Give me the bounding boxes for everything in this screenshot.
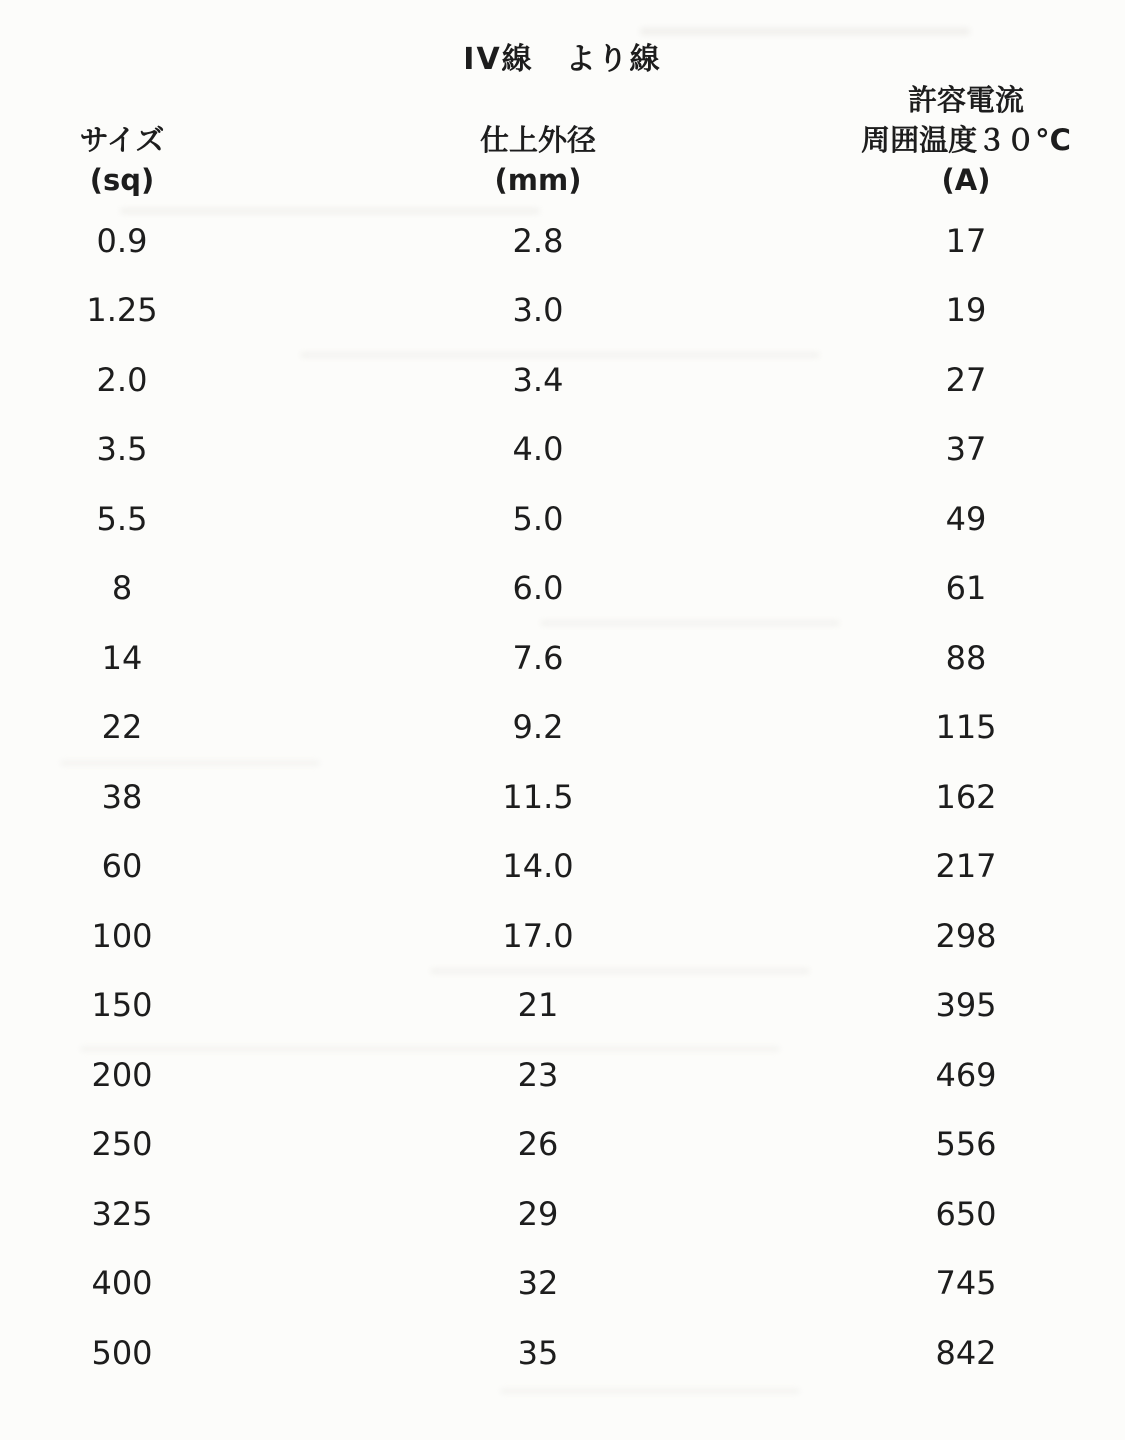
table-cell: 5.5 [96,499,148,538]
table-cell: 17.0 [502,916,574,955]
table-row [0,1110,1100,1180]
table-cell: 298 [935,916,997,955]
table-body [0,206,1100,1388]
table-row [0,901,1100,971]
table-cell: 61 [945,569,987,608]
table-row [0,1040,1100,1110]
table-cell: 162 [935,777,997,816]
table-cell: 0.9 [96,221,148,260]
table-cell: 3.4 [512,360,564,399]
table-row [0,1249,1100,1319]
table-row [0,971,1100,1041]
table-cell: 1.25 [86,291,158,330]
table-cell: 469 [935,1055,997,1094]
table-cell: 5.0 [512,499,564,538]
table-cell: 556 [935,1125,997,1164]
table-cell: 2.8 [512,221,564,260]
table-row [0,206,1100,276]
table-cell: 400 [91,1264,153,1303]
table-cell: 4.0 [512,430,564,469]
table-cell: 745 [935,1264,997,1303]
table-row [0,693,1100,763]
table-row [0,484,1100,554]
column-header-current-condition: 周囲温度３０°C [861,123,1071,157]
table-cell: 842 [935,1333,997,1372]
table-cell: 14 [101,638,143,677]
table-cell: 217 [935,847,997,886]
table-cell: 29 [517,1194,559,1233]
table-cell: 395 [935,986,997,1025]
table-cell: 32 [517,1264,559,1303]
table-cell: 9.2 [512,708,564,747]
table-cell: 19 [945,291,987,330]
table-cell: 22 [101,708,143,747]
table-cell: 35 [517,1333,559,1372]
table-row [0,623,1100,693]
table-cell: 150 [91,986,153,1025]
table-cell: 2.0 [96,360,148,399]
table-cell: 650 [935,1194,997,1233]
table-cell: 23 [517,1055,559,1094]
column-header-current-label: 許容電流 [907,83,1024,117]
table-cell: 37 [945,430,987,469]
table-cell: 8 [111,569,133,608]
table-cell: 3.0 [512,291,564,330]
table-cell: 100 [91,916,153,955]
table-cell: 3.5 [96,430,148,469]
table-header-row [0,66,1100,200]
table-cell: 6.0 [512,569,564,608]
page-title: IV線 より線 [463,42,662,77]
column-header-current [832,80,1100,200]
scan-streak [500,1388,800,1394]
table-cell: 7.6 [512,638,564,677]
table-cell: 21 [517,986,559,1025]
table-cell: 11.5 [502,777,574,816]
table-row [0,1179,1100,1249]
table-row [0,345,1100,415]
table-cell: 17 [945,221,987,260]
table-cell: 250 [91,1125,153,1164]
table-row [0,1318,1100,1388]
table-cell: 60 [101,847,143,886]
table-row [0,554,1100,624]
table-cell: 115 [935,708,997,747]
column-header-size-label: サイズ [79,123,165,157]
table-row [0,832,1100,902]
table-cell: 27 [945,360,987,399]
table-cell: 500 [91,1333,153,1372]
table-cell: 88 [945,638,987,677]
table-row [0,276,1100,346]
column-header-diameter [244,120,832,200]
column-header-size-unit: (sq) [89,163,155,197]
table-row [0,762,1100,832]
column-header-diameter-label: 仕上外径 [479,123,596,157]
table-cell: 38 [101,777,143,816]
column-header-current-unit: (A) [941,163,991,197]
column-header-size [0,120,244,200]
table-cell: 14.0 [502,847,574,886]
table-cell: 325 [91,1194,153,1233]
table-cell: 26 [517,1125,559,1164]
column-header-diameter-unit: (mm) [494,163,582,197]
table-cell: 49 [945,499,987,538]
table-row [0,415,1100,485]
table-cell: 200 [91,1055,153,1094]
